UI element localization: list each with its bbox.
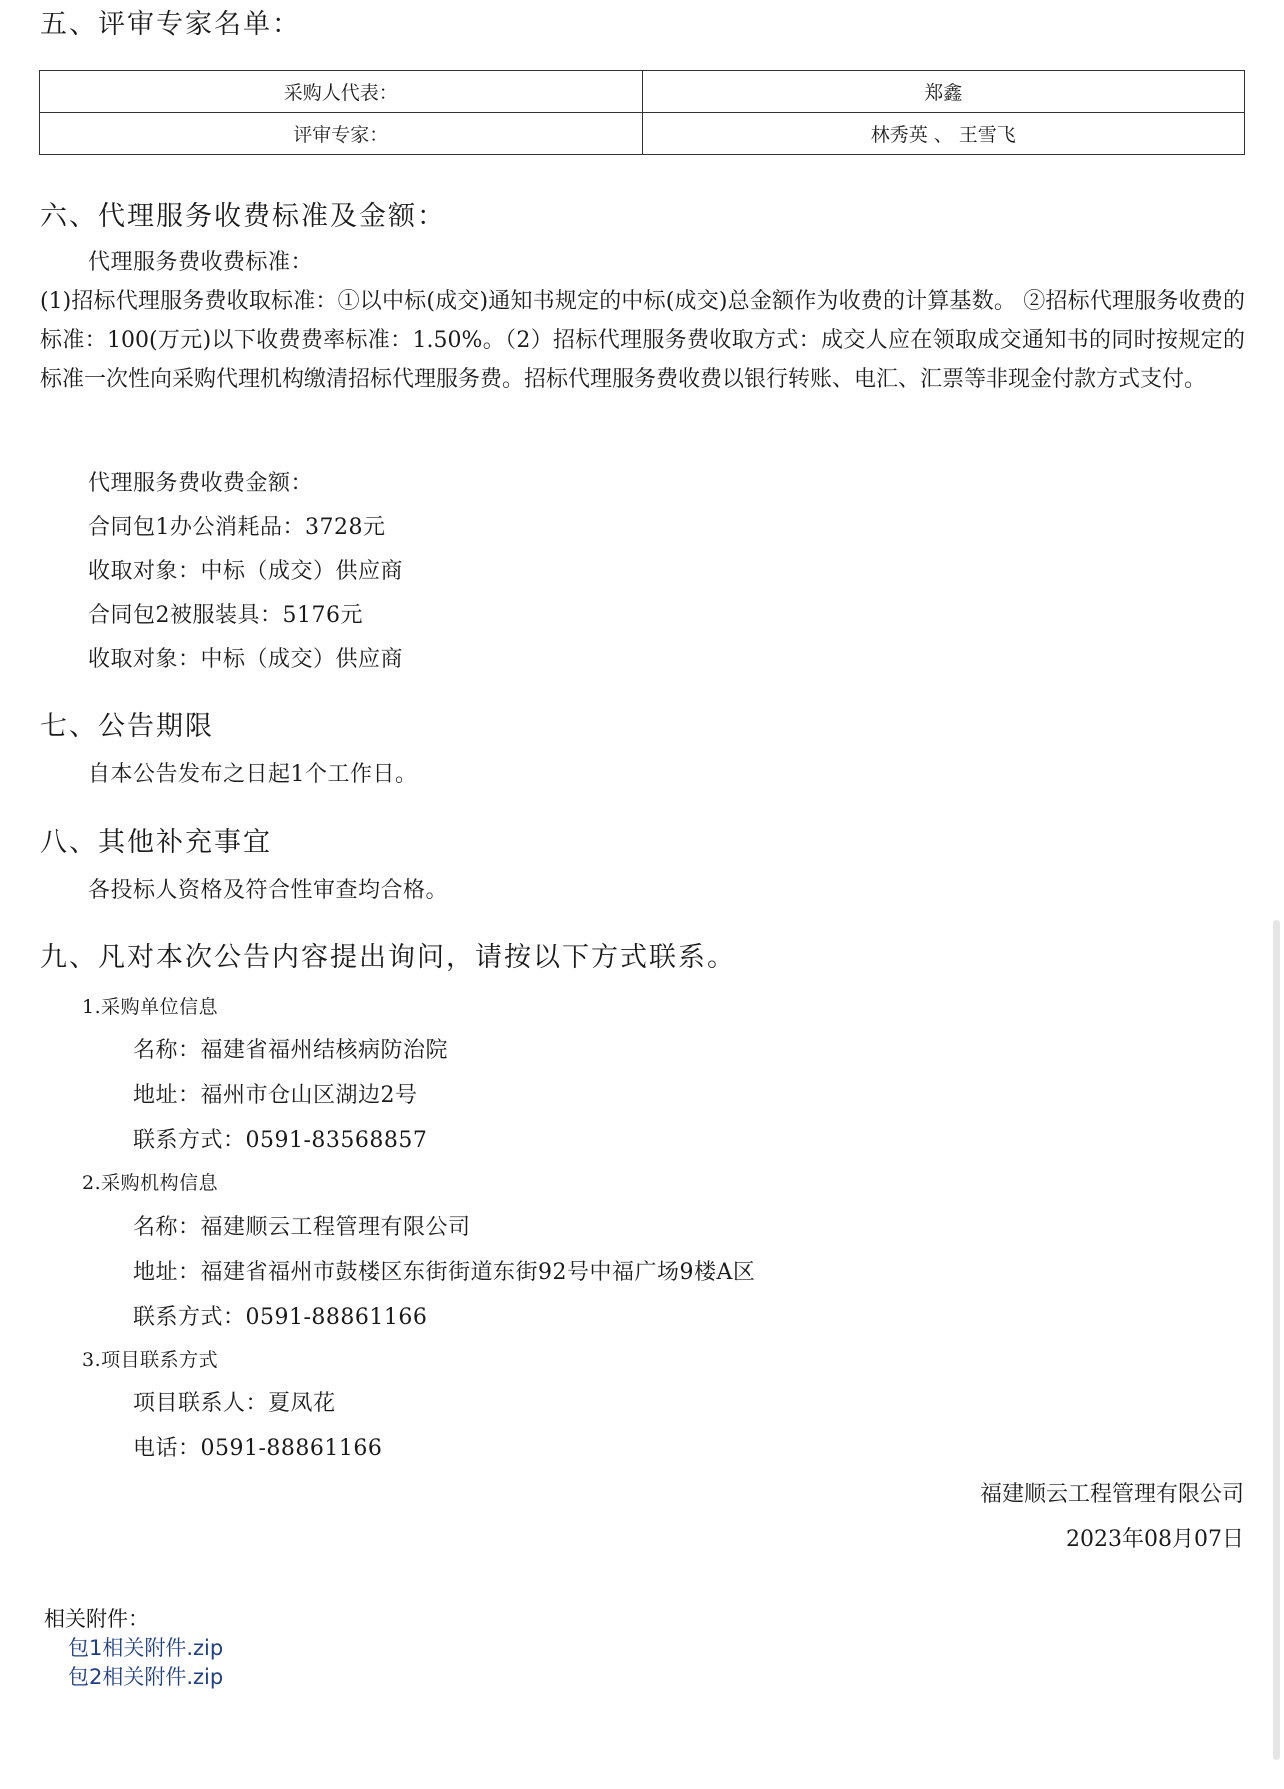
supplementary-text: 各投标人资格及符合性审查均合格。 [88, 878, 449, 903]
experts-value: 林秀英 、 王雪飞 [642, 113, 1245, 155]
section-5-title: 五、评审专家名单： [40, 9, 301, 40]
attachments-title: 相关附件： [44, 1607, 149, 1631]
package-1-fee: 合同包1办公消耗品：3728元 [88, 515, 386, 540]
agency-info-heading: 2.采购机构信息 [82, 1172, 219, 1194]
table-row [40, 71, 1245, 113]
package-2-target: 收取对象：中标（成交）供应商 [88, 647, 404, 672]
table-row [40, 113, 1245, 155]
notice-period-text: 自本公告发布之日起1个工作日。 [88, 762, 418, 787]
project-contact-person: 项目联系人：夏凤花 [133, 1391, 336, 1416]
package-1-target: 收取对象：中标（成交）供应商 [88, 559, 404, 584]
section-7-title: 七、公告期限 [40, 711, 214, 742]
signature-date: 2023年08月07日 [1066, 1527, 1244, 1552]
section-9-title: 九、凡对本次公告内容提出询问，请按以下方式联系。 [40, 942, 736, 973]
attachment-link-2[interactable]: 包2相关附件.zip [68, 1665, 224, 1689]
buyer-address: 地址：福州市仓山区湖边2号 [133, 1083, 418, 1108]
fee-standard-text: (1)招标代理服务费收取标准：①以中标(成交)通知书规定的中标(成交)总金额作为收费的计算基数。 ②招标代理服务收费的标准：100(万元)以下收费费率标准：1.50%。（2）招标代理服务费收取方式：成交人应在领取成交通知书的同时按规定的标准一次性向采购代理机构缴清招标代理服务费。招标代理服务费收费以银行转账、电汇、汇票等非现金付款方式支付。 [40, 289, 1245, 392]
section-8-title: 八、其他补充事宜 [40, 827, 272, 858]
agency-address: 地址：福建省福州市鼓楼区东街街道东街92号中福广场9楼A区 [133, 1260, 756, 1285]
project-contact-heading: 3.项目联系方式 [82, 1349, 219, 1371]
section-6-title: 六、代理服务收费标准及金额： [40, 201, 446, 232]
signature-company: 福建顺云工程管理有限公司 [979, 1482, 1244, 1507]
buyer-name: 名称：福建省福州结核病防治院 [133, 1038, 449, 1063]
expert-table [39, 70, 1245, 155]
agency-name: 名称：福建顺云工程管理有限公司 [133, 1215, 471, 1240]
buyer-info-heading: 1.采购单位信息 [82, 996, 219, 1018]
scrollbar[interactable] [1273, 920, 1280, 1760]
attachment-link-1[interactable]: 包1相关附件.zip [68, 1636, 224, 1660]
fee-amount-label: 代理服务费收费金额： [88, 471, 314, 496]
buyer-rep-label: 采购人代表： [40, 71, 643, 113]
buyer-contact: 联系方式：0591-83568857 [133, 1128, 428, 1153]
project-contact-phone: 电话：0591-88861166 [133, 1436, 383, 1461]
experts-label: 评审专家： [40, 113, 643, 155]
buyer-rep-value: 郑鑫 [642, 71, 1245, 113]
package-2-fee: 合同包2被服装具：5176元 [88, 603, 363, 628]
fee-standard-label: 代理服务费收费标准： [88, 250, 314, 275]
agency-contact: 联系方式：0591-88861166 [133, 1305, 428, 1330]
